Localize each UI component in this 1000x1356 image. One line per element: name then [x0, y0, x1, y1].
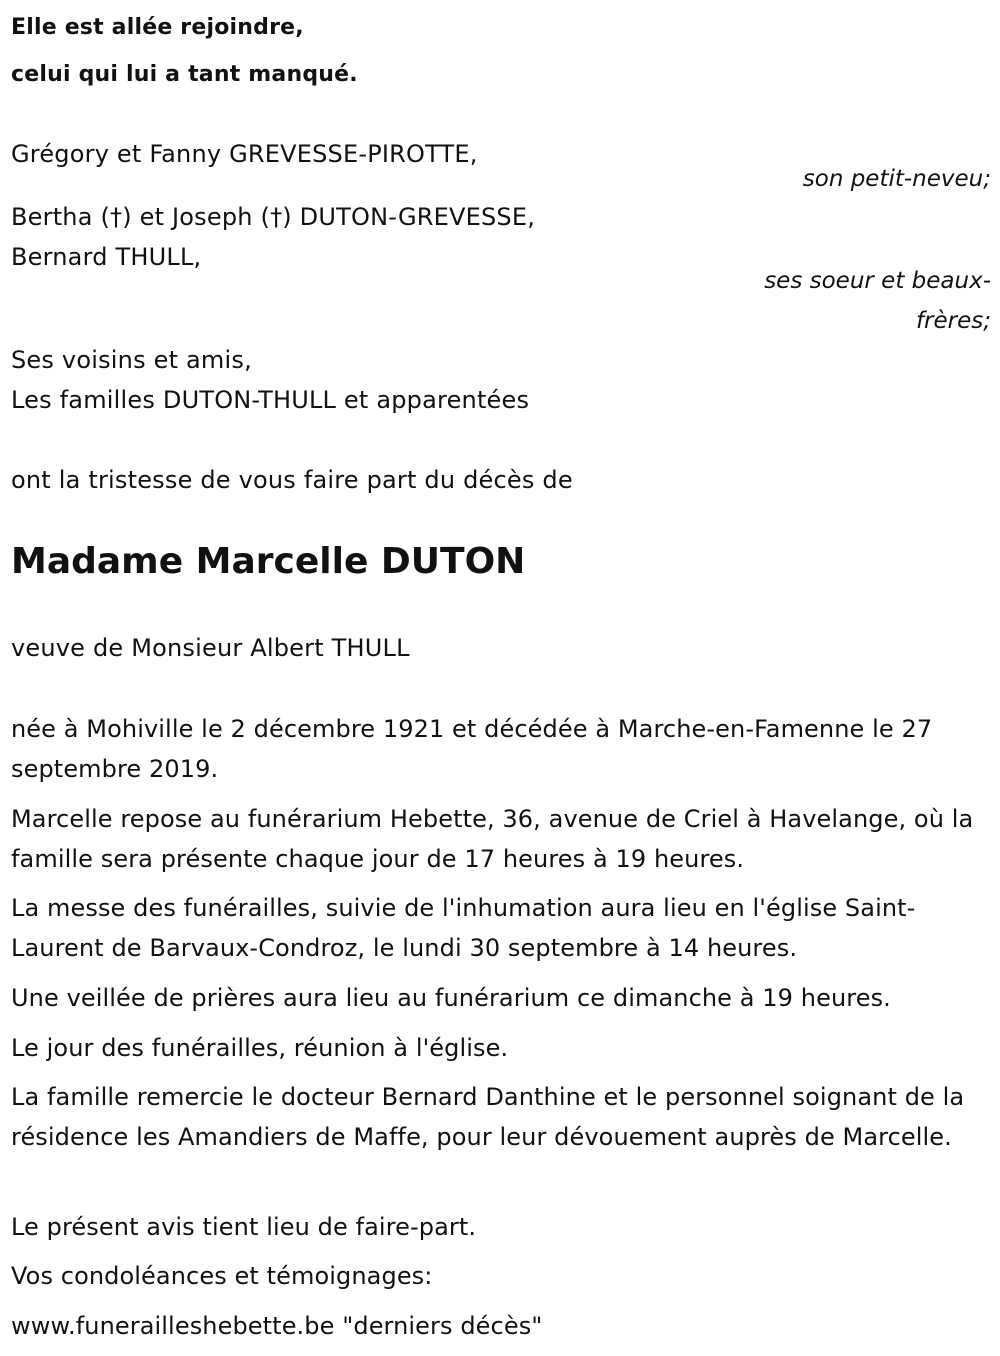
family-group3-line1: Ses voisins et amis,: [11, 346, 252, 374]
announcement-text: ont la tristesse de vous faire part du décès de: [11, 466, 573, 494]
deceased-name: Madame Marcelle DUTON: [11, 541, 526, 582]
family-group2-names-line1: Bertha (†) et Joseph (†) DUTON-GREVESSE,: [11, 203, 536, 231]
family-group3-line2: Les familles DUTON-THULL et apparentées: [11, 386, 530, 414]
family-group1-names: Grégory et Fanny GREVESSE-PIROTTE,: [11, 140, 478, 168]
thanks-paragraph: La famille remercie le docteur Bernard Danthine et le personnel soignant de la résidence les Amandiers de Maffe, pour leur dévouement auprès de Marcelle.: [11, 1083, 965, 1151]
family-group2-relation-line1: ses soeur et beaux-: [764, 268, 991, 294]
condolences-paragraph: Vos condoléances et témoignages:: [11, 1262, 433, 1290]
birth-death-paragraph: née à Mohiville le 2 décembre 1921 et décédée à Marche-en-Famenne le 27 septembre 2019.: [11, 715, 933, 783]
vigil-paragraph: Une veillée de prières aura lieu au funérarium ce dimanche à 19 heures.: [11, 984, 891, 1012]
family-group1-relation: son petit-neveu;: [802, 166, 991, 192]
rest-location-paragraph: Marcelle repose au funérarium Hebette, 36, avenue de Criel à Havelange, où la famille sera présente chaque jour de 17 heures à 19 heures.: [11, 805, 974, 873]
website-text: www.funerailleshebette.be "derniers décès": [11, 1312, 543, 1340]
family-group2-relation-line2: frères;: [915, 308, 991, 334]
family-group2-names-line2: Bernard THULL,: [11, 243, 202, 271]
intro-line-2: celui qui lui a tant manqué.: [11, 62, 358, 87]
meeting-paragraph: Le jour des funérailles, réunion à l'église.: [11, 1034, 509, 1062]
notice-paragraph: Le présent avis tient lieu de faire-part.: [11, 1213, 477, 1241]
funeral-paragraph: La messe des funérailles, suivie de l'inhumation aura lieu en l'église Saint-Laurent de Barvaux-Condroz, le lundi 30 septembre à 14 heures.: [11, 894, 916, 962]
intro-line-1: Elle est allée rejoindre,: [11, 15, 304, 40]
widow-of-text: veuve de Monsieur Albert THULL: [11, 634, 410, 662]
